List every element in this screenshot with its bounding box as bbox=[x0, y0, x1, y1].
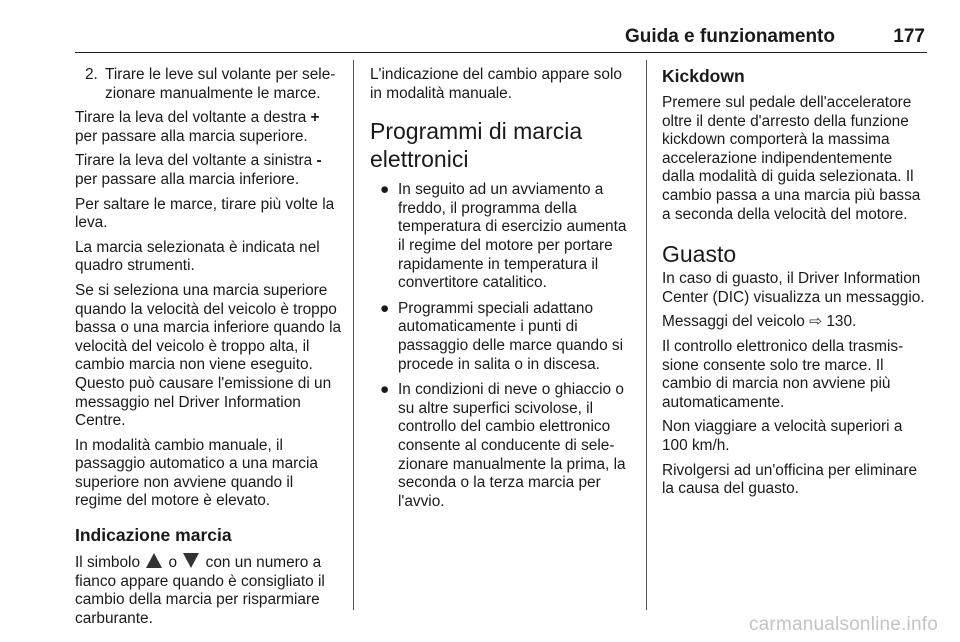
watermark: carmanualsonline.info bbox=[748, 614, 938, 635]
heading-kickdown: Kickdown bbox=[662, 66, 745, 86]
paragraph-three-gears: Il controllo elettronico della trasmissione consente solo tre marce. Il cambio di marcia non avviene più automaticamente. bbox=[662, 337, 904, 411]
header-title: Guida e funzionamento bbox=[624, 26, 835, 47]
paragraph-vehicle-messages: Messaggi del veicolo ⇨ 130. bbox=[662, 313, 857, 331]
page-reference-arrow-icon: ⇨ bbox=[809, 313, 823, 331]
paragraph-manual-mode: In modalità cambio manuale, il passaggio automatico a una marcia superiore non avviene quando il regime del motore è elevato. bbox=[75, 436, 318, 510]
column-divider-2 bbox=[646, 60, 647, 610]
paragraph-gear-indicated: La marcia selezionata è indicata nel quadro strumenti. bbox=[75, 238, 320, 275]
paragraph-speed-limit: Non viaggiare a velocità superiori a 100 km/h. bbox=[662, 418, 903, 454]
paragraph-skip-gears: Per saltare le marce, tirare più volte la leva. bbox=[75, 195, 335, 232]
triangle-up-icon bbox=[146, 553, 162, 568]
column-3 bbox=[662, 66, 927, 505]
column-divider-1 bbox=[353, 60, 354, 610]
step-number: 2. bbox=[85, 66, 98, 83]
paragraph-workshop: Rivolgersi ad un'officina per eliminare la causa del guasto. bbox=[662, 461, 918, 498]
bullet-text: Programmi speciali adattano automaticamente i punti di passaggio delle marce quando si procede in salita o in discesa. bbox=[398, 299, 624, 373]
paragraph-shift-not-executed: Se si seleziona una marcia superiore quando la velocità del veicolo è troppo bassa o una marcia inferiore quando la velocità del veicolo è troppo alta, il cambio marcia non viene eseguito. Questo può causare l'emissione di un messaggio nel Driver Information Centre. bbox=[75, 281, 342, 430]
bullet-text: In condizioni di neve o ghiaccio o su altre superfici scivolose, il controllo del cambio elettronico consente al conducente di selezionare manualmente la prima, la seconda o la terza marcia per l'avvio. bbox=[398, 381, 626, 510]
bullet-item bbox=[370, 181, 633, 293]
step-text: Tirare le leve sul volante per selezionare manualmente le marce. bbox=[105, 66, 336, 102]
bullet-icon: ● bbox=[380, 381, 390, 399]
page-number: 177 bbox=[893, 26, 925, 47]
numbered-step-2 bbox=[75, 66, 343, 103]
paragraph-shift-up: Tirare la leva del voltante a destra + per passare alla marcia superiore. bbox=[75, 109, 320, 145]
page-header bbox=[75, 24, 927, 53]
bullet-icon: ● bbox=[380, 181, 390, 199]
paragraph-shift-symbol: Il simbolo o con un numero a fianco appare quando è consigliato il cambio della marcia per risparmiare carburante. bbox=[75, 554, 325, 627]
minus-symbol: - bbox=[316, 152, 322, 170]
plus-symbol: + bbox=[310, 109, 320, 127]
paragraph-manual-indication: L'indicazione del cambio appare solo in modalità manuale. bbox=[370, 66, 622, 102]
heading-programmi-marcia: Programmi di marcia elettronici bbox=[370, 118, 583, 173]
column-2 bbox=[370, 66, 633, 518]
column-1 bbox=[75, 66, 343, 634]
paragraph-kickdown: Premere sul pedale dell'acceleratore oltre il dente d'arresto della funzione kickdown comporterà la massima accelerazione indipendentemente dalla modalità di guida selezionata. Il cambio passa a una marcia più bassa a seconda della velocità del motore. bbox=[662, 94, 921, 223]
paragraph-dic-message: In caso di guasto, il Driver Information Center (DIC) visualizza un messaggio. bbox=[662, 270, 925, 306]
heading-guasto: Guasto bbox=[662, 241, 737, 268]
bullet-item bbox=[370, 300, 633, 374]
bullet-item bbox=[370, 381, 633, 511]
triangle-down-icon bbox=[183, 553, 199, 568]
heading-indicazione-marcia: Indicazione marcia bbox=[75, 525, 232, 546]
bullet-text: In seguito ad un avviamento a freddo, il programma della temperatura di esercizio aumenta il regime del motore per portare rapidamente in temperatura il convertitore catalitico. bbox=[398, 181, 627, 292]
paragraph-shift-down: Tirare la leva del voltante a sinistra - per passare alla marcia inferiore. bbox=[75, 152, 322, 188]
bullet-icon: ● bbox=[380, 299, 390, 317]
